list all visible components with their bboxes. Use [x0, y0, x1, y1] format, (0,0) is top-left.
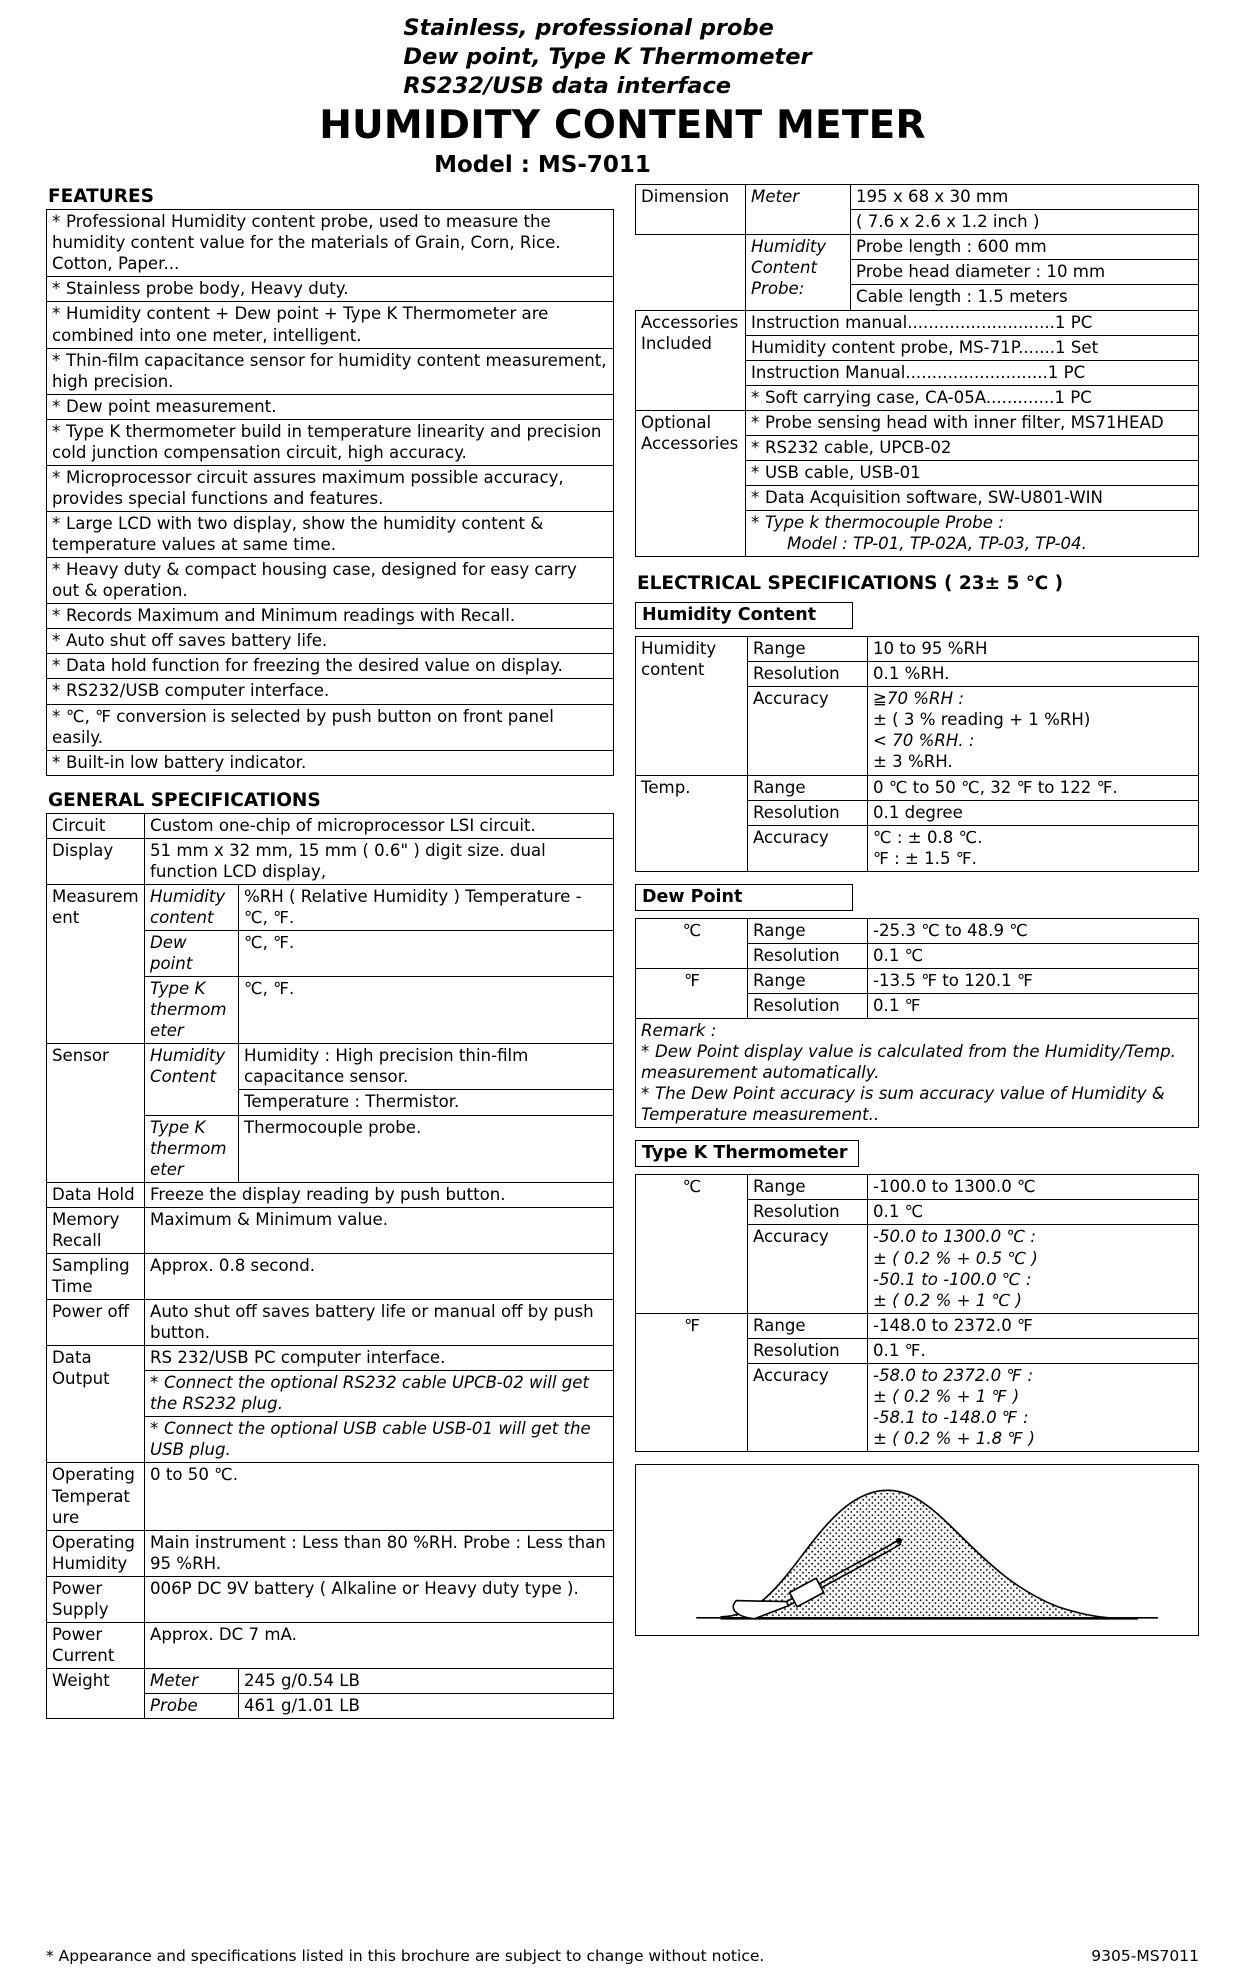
- grain-pile-diagram: [636, 1465, 1198, 1635]
- typek-f-acc-line-4: ± ( 0.2 % + 1.8 ℉ ): [873, 1429, 1036, 1449]
- dew-f-resolution-label: Resolution: [748, 993, 868, 1018]
- weight-meter-value: 245 g/0.54 LB: [239, 1669, 614, 1694]
- operating-humidity-label: Operating Humidity: [47, 1530, 145, 1576]
- dimension-probe-value-2: Probe head diameter : 10 mm: [851, 260, 1199, 285]
- power-off-value: Auto shut off saves battery life or manual off by push button.: [145, 1300, 614, 1346]
- temp-range-value: 0 ℃ to 50 ℃, 32 ℉ to 122 ℉.: [868, 775, 1199, 800]
- accuracy-line-1: ≧70 %RH :: [873, 689, 964, 709]
- typek-c-acc-line-4: ± ( 0.2 % + 1 ℃ ): [873, 1290, 1023, 1310]
- dew-remark: Remark : * Dew Point display value is calculated from the Humidity/Temp. measurement automatically. * The Dew Point accuracy is sum accuracy value of Humidity & Temperature measurement..: [636, 1019, 1199, 1128]
- table-row: [47, 813, 614, 838]
- accessory-item: Instruction Manual...........................1 PC: [746, 360, 1199, 385]
- dew-f-resolution-value: 0.1 ℉: [868, 993, 1199, 1018]
- feature-cell: * Built-in low battery indicator.: [47, 750, 614, 775]
- type-k-table: [635, 1174, 1199, 1452]
- measurement-typek-label: Type K thermometer: [145, 977, 239, 1044]
- typek-f-accuracy-value: [868, 1363, 1199, 1451]
- sensor-humidity-value-2: Temperature : Thermistor.: [239, 1090, 614, 1115]
- table-row: [636, 1019, 1199, 1128]
- feature-text: Records Maximum and Minimum readings with Recall.: [66, 606, 516, 626]
- dimension-spacer: [636, 235, 746, 310]
- table-row: [636, 410, 1199, 435]
- measurement-dewpoint-value: ℃, ℉.: [239, 931, 614, 977]
- typek-celsius-label: ℃: [636, 1175, 748, 1313]
- data-output-label: Data Output: [47, 1346, 145, 1463]
- temp-accuracy-line-2: ℉ : ± 1.5 ℉.: [873, 848, 977, 868]
- range-value: 10 to 95 %RH: [868, 637, 1199, 662]
- type-k-thermometer-heading: Type K Thermometer: [635, 1140, 859, 1167]
- range-label: Range: [748, 637, 868, 662]
- features-table: [46, 209, 614, 776]
- right-column: [635, 184, 1199, 1636]
- typek-f-range-label: Range: [748, 1313, 868, 1338]
- optional-item-typek: * Type k thermocouple Probe : Model : TP-01, TP-02A, TP-03, TP-04.: [746, 511, 1199, 557]
- circuit-value: Custom one-chip of microprocessor LSI circuit.: [145, 813, 614, 838]
- header-line-2: Dew point, Type K Thermometer: [403, 43, 812, 70]
- memory-recall-label: Memory Recall: [47, 1207, 145, 1253]
- dimension-meter-value-2: ( 7.6 x 2.6 x 1.2 inch ): [851, 210, 1199, 235]
- data-output-note-2-text: Connect the optional USB cable USB-01 will get the USB plug.: [150, 1419, 591, 1460]
- table-row: [47, 277, 614, 302]
- dew-f-range-value: -13.5 ℉ to 120.1 ℉: [868, 968, 1199, 993]
- left-column: [46, 184, 614, 1719]
- feature-cell: * RS232/USB computer interface.: [47, 679, 614, 704]
- dimension-accessories-table: [635, 184, 1199, 557]
- feature-text: Data hold function for freezing the desired value on display.: [66, 656, 563, 676]
- table-row: [47, 1622, 614, 1668]
- power-current-label: Power Current: [47, 1622, 145, 1668]
- table-row: [47, 558, 614, 604]
- table-row: [636, 235, 1199, 260]
- typek-fahrenheit-label: ℉: [636, 1313, 748, 1451]
- resolution-label: Resolution: [748, 662, 868, 687]
- data-output-note-1: * Connect the optional RS232 cable UPCB-02 will get the RS232 plug.: [145, 1371, 614, 1417]
- typek-c-range-label: Range: [748, 1175, 868, 1200]
- data-output-value: RS 232/USB PC computer interface.: [145, 1346, 614, 1371]
- table-row: [47, 465, 614, 511]
- table-row: [47, 750, 614, 775]
- typek-c-resolution-value: 0.1 ℃: [868, 1200, 1199, 1225]
- dew-fahrenheit-label: ℉: [636, 968, 748, 1018]
- accuracy-label: Accuracy: [748, 687, 868, 775]
- table-row: [636, 310, 1199, 335]
- feature-text: Type K thermometer build in temperature linearity and precision cold junction compensation circuit, high accuracy.: [52, 421, 602, 462]
- accuracy-line-4: ± 3 %RH.: [873, 752, 953, 772]
- dimension-probe-value-1: Probe length : 600 mm: [851, 235, 1199, 260]
- accuracy-value: [868, 687, 1199, 775]
- feature-text: Built-in low battery indicator.: [66, 752, 307, 772]
- dimension-probe-label: Humidity Content Probe:: [746, 235, 851, 310]
- general-specs-table: [46, 813, 614, 1719]
- accuracy-line-3: < 70 %RH. :: [873, 731, 975, 751]
- optional-item: * Probe sensing head with inner filter, MS71HEAD: [746, 410, 1199, 435]
- feature-cell: * Large LCD with two display, show the humidity content & temperature values at same time.: [47, 512, 614, 558]
- circuit-label: Circuit: [47, 813, 145, 838]
- measurement-typek-value: ℃, ℉.: [239, 977, 614, 1044]
- weight-probe-label: Probe: [145, 1694, 239, 1719]
- footer-note: * Appearance and specifications listed in this brochure are subject to change without notice.: [46, 1947, 765, 1965]
- dimension-meter-value-1: 195 x 68 x 30 mm: [851, 185, 1199, 210]
- table-row: [47, 1576, 614, 1622]
- feature-text: Humidity content + Dew point + Type K Thermometer are combined into one meter, intelligent.: [52, 304, 549, 345]
- table-row: [47, 1346, 614, 1371]
- temp-resolution-value: 0.1 degree: [868, 800, 1199, 825]
- sensor-humidity-label: Humidity Content: [145, 1044, 239, 1115]
- table-row: [636, 775, 1199, 800]
- optional-item-text: Data Acquisition software, SW-U801-WIN: [765, 487, 1103, 507]
- sampling-time-value: Approx. 0.8 second.: [145, 1253, 614, 1299]
- sampling-time-label: Sampling Time: [47, 1253, 145, 1299]
- weight-meter-label: Meter: [145, 1669, 239, 1694]
- temp-accuracy-label: Accuracy: [748, 825, 868, 871]
- optional-item-typek-models: Model : TP-01, TP-02A, TP-03, TP-04.: [787, 534, 1087, 554]
- optional-item: * USB cable, USB-01: [746, 460, 1199, 485]
- table-row: [47, 1669, 614, 1694]
- table-row: [636, 637, 1199, 662]
- feature-text: Heavy duty & compact housing case, designed for easy carry out & operation.: [52, 560, 577, 601]
- header-line-3: RS232/USB data interface: [403, 72, 732, 99]
- header-line-1: Stainless, professional probe: [403, 15, 774, 41]
- operating-temperature-label: Operating Temperature: [47, 1463, 145, 1530]
- feature-cell: * Professional Humidity content probe, used to measure the humidity content value for the materials of Grain, Corn, Rice. Cotton, Paper...: [47, 210, 614, 277]
- accessory-item-text: Soft carrying case, CA-05A.............1 PC: [765, 387, 1092, 407]
- feature-cell: * Stainless probe body, Heavy duty.: [47, 277, 614, 302]
- temp-accuracy-value: [868, 825, 1199, 871]
- typek-c-accuracy-label: Accuracy: [748, 1225, 868, 1313]
- typek-f-acc-line-1: -58.0 to 2372.0 ℉ :: [873, 1365, 1034, 1385]
- feature-cell: * ℃, ℉ conversion is selected by push button on front panel easily.: [47, 704, 614, 750]
- weight-probe-value: 461 g/1.01 LB: [239, 1694, 614, 1719]
- table-row: [47, 1300, 614, 1346]
- sensor-humidity-value-1: Humidity : High precision thin-film capacitance sensor.: [239, 1044, 614, 1090]
- measurement-humidity-value: %RH ( Relative Humidity ) Temperature - ℃, ℉.: [239, 884, 614, 930]
- typek-c-acc-line-2: ± ( 0.2 % + 0.5 ℃ ): [873, 1248, 1038, 1268]
- table-row: [47, 884, 614, 930]
- table-row: [47, 210, 614, 277]
- typek-f-acc-line-3: -58.1 to -148.0 ℉ :: [873, 1407, 1029, 1427]
- data-output-note-2: * Connect the optional USB cable USB-01 will get the USB plug.: [145, 1417, 614, 1463]
- dew-point-heading: Dew Point: [635, 884, 853, 911]
- table-row: [636, 185, 1199, 210]
- display-label: Display: [47, 838, 145, 884]
- dew-remark-title: Remark :: [641, 1021, 717, 1041]
- accessory-item: * Soft carrying case, CA-05A.............1 PC: [746, 385, 1199, 410]
- feature-cell: * Auto shut off saves battery life.: [47, 629, 614, 654]
- measurement-dewpoint-label: Dew point: [145, 931, 239, 977]
- feature-text: Professional Humidity content probe, used to measure the humidity content value for the materials of Grain, Corn, Rice. Cotton, Paper...: [52, 212, 561, 274]
- sensor-typek-label: Type K thermometer: [145, 1115, 239, 1182]
- page-footer: [46, 1947, 1199, 1965]
- datahold-label: Data Hold: [47, 1182, 145, 1207]
- feature-cell: * Records Maximum and Minimum readings with Recall.: [47, 604, 614, 629]
- temp-accuracy-line-1: ℃ : ± 0.8 ℃.: [873, 827, 983, 847]
- dew-f-range-label: Range: [748, 968, 868, 993]
- sensor-typek-value: Thermocouple probe.: [239, 1115, 614, 1182]
- weight-label: Weight: [47, 1669, 145, 1719]
- application-illustration: [635, 1464, 1199, 1636]
- footer-code: 9305-MS7011: [1091, 1947, 1199, 1965]
- temp-resolution-label: Resolution: [748, 800, 868, 825]
- model-label: Model : MS-7011: [434, 152, 651, 179]
- sensor-label: Sensor: [47, 1044, 145, 1182]
- typek-c-range-value: -100.0 to 1300.0 ℃: [868, 1175, 1199, 1200]
- feature-text: RS232/USB computer interface.: [66, 681, 330, 701]
- dew-remark-1: Dew Point display value is calculated from the Humidity/Temp. measurement automatically.: [641, 1042, 1176, 1083]
- table-row: [47, 394, 614, 419]
- table-row: [47, 1207, 614, 1253]
- features-heading: FEATURES: [48, 186, 155, 208]
- typek-f-range-value: -148.0 to 2372.0 ℉: [868, 1313, 1199, 1338]
- table-row: [47, 1463, 614, 1530]
- feature-text: Auto shut off saves battery life.: [66, 631, 328, 651]
- data-output-note-1-text: Connect the optional RS232 cable UPCB-02 will get the RS232 plug.: [150, 1373, 589, 1414]
- typek-c-acc-line-1: -50.0 to 1300.0 ℃ :: [873, 1227, 1036, 1247]
- measurement-label: Measurement: [47, 884, 145, 1043]
- power-current-value: Approx. DC 7 mA.: [145, 1622, 614, 1668]
- dew-c-resolution-label: Resolution: [748, 943, 868, 968]
- optional-accessories-label: Optional Accessories: [636, 410, 746, 556]
- accessories-label: Accessories Included: [636, 310, 746, 410]
- display-value: 51 mm x 32 mm, 15 mm ( 0.6" ) digit size. dual function LCD display,: [145, 838, 614, 884]
- power-off-label: Power off: [47, 1300, 145, 1346]
- optional-item-typek-text: Type k thermocouple Probe :: [765, 513, 1004, 533]
- accessory-item: Instruction manual............................1 PC: [746, 310, 1199, 335]
- feature-text: Thin-film capacitance sensor for humidity content measurement, high precision.: [52, 350, 607, 391]
- feature-text: Stainless probe body, Heavy duty.: [66, 279, 349, 299]
- dimension-label: Dimension: [636, 185, 746, 235]
- operating-humidity-value: Main instrument : Less than 80 %RH. Probe : Less than 95 %RH.: [145, 1530, 614, 1576]
- table-row: [47, 1044, 614, 1090]
- dew-c-range-label: Range: [748, 918, 868, 943]
- feature-text: Dew point measurement.: [66, 396, 277, 416]
- humidity-content-heading: Humidity Content: [635, 602, 853, 629]
- memory-recall-value: Maximum & Minimum value.: [145, 1207, 614, 1253]
- header-subtitles: [403, 14, 811, 100]
- feature-cell: * Heavy duty & compact housing case, designed for easy carry out & operation.: [47, 558, 614, 604]
- typek-c-accuracy-value: [868, 1225, 1199, 1313]
- dew-celsius-label: ℃: [636, 918, 748, 968]
- dimension-meter-label: Meter: [746, 185, 851, 235]
- feature-cell: * Type K thermometer build in temperature linearity and precision cold junction compensation circuit, high accuracy.: [47, 419, 614, 465]
- feature-cell: * Data hold function for freezing the desired value on display.: [47, 654, 614, 679]
- general-specs-heading: GENERAL SPECIFICATIONS: [48, 789, 321, 811]
- optional-item: * Data Acquisition software, SW-U801-WIN: [746, 485, 1199, 510]
- accuracy-line-2: ± ( 3 % reading + 1 %RH): [873, 710, 1091, 730]
- temp-range-label: Range: [748, 775, 868, 800]
- feature-text: Large LCD with two display, show the humidity content & temperature values at same time.: [52, 514, 544, 555]
- feature-cell: * Microprocessor circuit assures maximum possible accuracy, provides special functions and features.: [47, 465, 614, 511]
- optional-item-text: USB cable, USB-01: [765, 462, 921, 482]
- dimension-probe-value-3: Cable length : 1.5 meters: [851, 285, 1199, 310]
- typek-f-acc-line-2: ± ( 0.2 % + 1 ℉ ): [873, 1386, 1020, 1406]
- table-row: [47, 419, 614, 465]
- typek-f-resolution-label: Resolution: [748, 1338, 868, 1363]
- typek-f-resolution-value: 0.1 ℉.: [868, 1338, 1199, 1363]
- table-row: [47, 629, 614, 654]
- table-row: [47, 302, 614, 348]
- table-row: [47, 512, 614, 558]
- dew-c-range-value: -25.3 ℃ to 48.9 ℃: [868, 918, 1199, 943]
- dew-c-resolution-value: 0.1 ℃: [868, 943, 1199, 968]
- feature-text: ℃, ℉ conversion is selected by push button on front panel easily.: [52, 706, 554, 747]
- table-row: [47, 838, 614, 884]
- table-row: [47, 679, 614, 704]
- typek-f-accuracy-label: Accuracy: [748, 1363, 868, 1451]
- power-supply-value: 006P DC 9V battery ( Alkaline or Heavy duty type ).: [145, 1576, 614, 1622]
- typek-c-acc-line-3: -50.1 to -100.0 ℃ :: [873, 1269, 1032, 1289]
- humidity-row-label: Humidity content: [636, 637, 748, 775]
- operating-temperature-value: 0 to 50 ℃.: [145, 1463, 614, 1530]
- table-row: [636, 1175, 1199, 1200]
- typek-c-resolution-label: Resolution: [748, 1200, 868, 1225]
- table-row: [47, 654, 614, 679]
- optional-item: * RS232 cable, UPCB-02: [746, 435, 1199, 460]
- table-row: [47, 1253, 614, 1299]
- feature-cell: * Dew point measurement.: [47, 394, 614, 419]
- table-row: [47, 348, 614, 394]
- feature-cell: * Humidity content + Dew point + Type K Thermometer are combined into one meter, intelligent.: [47, 302, 614, 348]
- table-row: [47, 604, 614, 629]
- table-row: [636, 968, 1199, 993]
- optional-item-text: RS232 cable, UPCB-02: [765, 437, 952, 457]
- dew-point-table: [635, 918, 1199, 1129]
- table-row: [47, 1530, 614, 1576]
- feature-text: Microprocessor circuit assures maximum possible accuracy, provides special functions and features.: [52, 467, 564, 508]
- table-row: [47, 704, 614, 750]
- measurement-humidity-label: Humidity content: [145, 884, 239, 930]
- power-supply-label: Power Supply: [47, 1576, 145, 1622]
- temp-row-label: Temp.: [636, 775, 748, 871]
- humidity-content-table: [635, 636, 1199, 872]
- page-header: [46, 14, 1199, 178]
- feature-cell: * Thin-film capacitance sensor for humidity content measurement, high precision.: [47, 348, 614, 394]
- accessory-item: Humidity content probe, MS-71P.......1 Set: [746, 335, 1199, 360]
- table-row: [636, 1313, 1199, 1338]
- dew-remark-2: The Dew Point accuracy is sum accuracy value of Humidity & Temperature measurement..: [641, 1084, 1165, 1125]
- table-row: [636, 918, 1199, 943]
- optional-item-text: Probe sensing head with inner filter, MS71HEAD: [765, 412, 1164, 432]
- table-row: [47, 1182, 614, 1207]
- electrical-specs-heading: ELECTRICAL SPECIFICATIONS ( 23± 5 ℃ ): [637, 573, 1064, 595]
- page-title: HUMIDITY CONTENT METER: [319, 103, 926, 149]
- resolution-value: 0.1 %RH.: [868, 662, 1199, 687]
- datahold-value: Freeze the display reading by push button.: [145, 1182, 614, 1207]
